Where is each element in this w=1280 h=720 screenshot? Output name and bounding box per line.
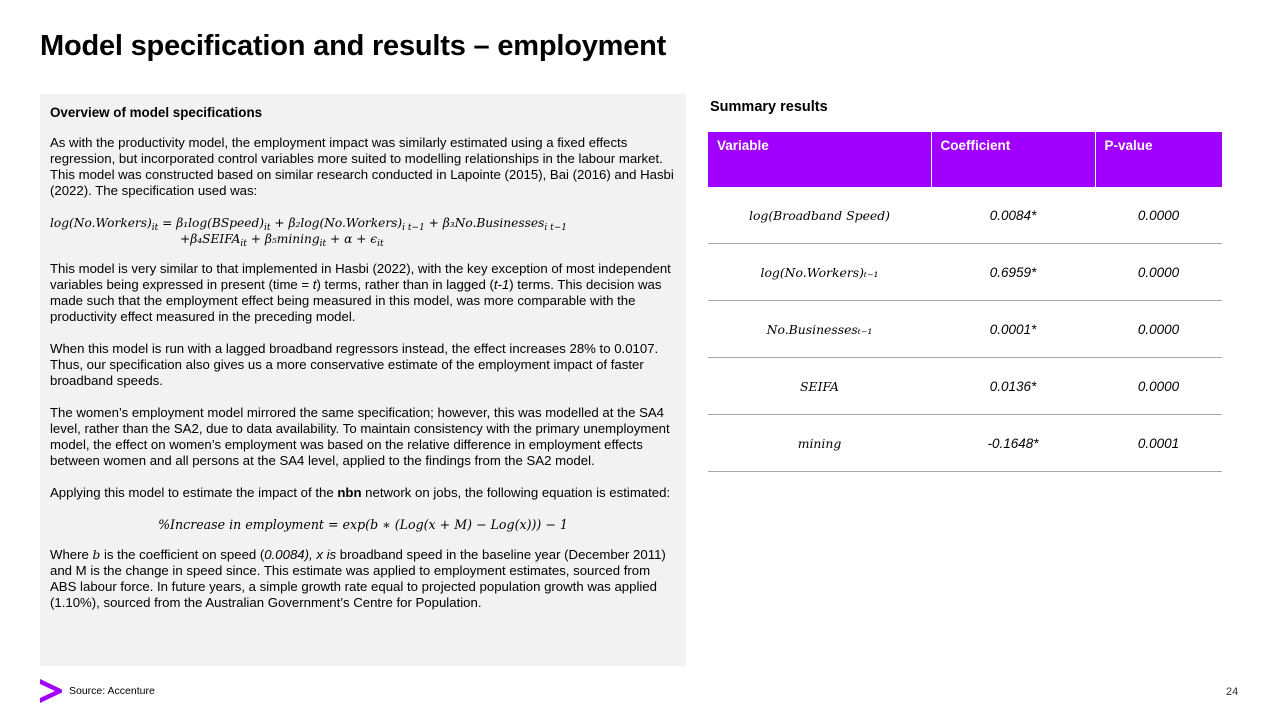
cell-pvalue: 0.0000 (1095, 301, 1222, 358)
page-number: 24 (1226, 686, 1239, 698)
model-equation (50, 215, 676, 247)
overview-panel (40, 94, 686, 666)
summary-table (708, 132, 1222, 472)
header-coefficient: Coefficient (931, 132, 1095, 187)
overview-heading: Overview of model specifications (50, 105, 263, 120)
cell-variable: log(Broadband Speed) (708, 187, 931, 244)
cell-variable: log(No.Workers)ₜ₋₁ (708, 244, 931, 301)
overview-paragraph-4: The women’s employment model mirrored the same specification; however, this was modelled at the SA4 level, rather than the SA2, due to data availability. To maintain consistency with the primary unemployment model, the effect on women’s employment was based on the relative difference in employment effects between women and all persons at the SA4 level, applied to the findings from the SA2 model. (50, 405, 670, 468)
cell-coefficient: 0.6959* (931, 244, 1095, 301)
table-header-row (708, 132, 1222, 187)
table-row (708, 301, 1222, 358)
header-variable: Variable (708, 132, 931, 187)
overview-paragraph-5: Applying this model to estimate the impact of the nbn network on jobs, the following equation is estimated: (50, 485, 671, 500)
cell-coefficient: 0.0136* (931, 358, 1095, 415)
cell-pvalue: 0.0001 (1095, 415, 1222, 472)
summary-title: Summary results (710, 99, 828, 115)
cell-variable: SEIFA (708, 358, 931, 415)
table-row (708, 187, 1222, 244)
accenture-logo-icon (40, 679, 62, 703)
equation-line-2: $+\beta_4SEIFA_{it}$ + β₅mining$_{it}$ + $\alpha + \epsilon_{it}$ (180, 232, 384, 249)
overview-paragraph-6: Where b is the coefficient on speed (0.0084), x is broadband speed in the baseline year (December 2011) and M is the change in speed since. This estimate was applied to employment estimates, sourced from ABS labour force. In future years, a simple growth rate equal to projected population growth was applied (1.10%), sourced from the Australian Government’s Centre for Population. (50, 547, 666, 610)
header-pvalue: P-value (1095, 132, 1222, 187)
source-note: Source: Accenture (69, 685, 155, 697)
cell-coefficient: -0.1648* (931, 415, 1095, 472)
table-row (708, 358, 1222, 415)
cell-pvalue: 0.0000 (1095, 358, 1222, 415)
cell-variable: mining (708, 415, 931, 472)
increase-equation: %Increase in employment = exp(b ∗ (Log(x + M) − Log(x))) − 1 (158, 517, 568, 532)
overview-paragraph-1: As with the productivity model, the employment impact was similarly estimated using a fixed effects regression, but incorporated control variables more suited to modelling relationships in the labour market. This model was constructed based on similar research conducted in Lapointe (2015), Bai (2016) and Hasbi (2022). The specification used was: (50, 135, 674, 198)
cell-coefficient: 0.0084* (931, 187, 1095, 244)
equation-line-1: $\log(No.Workers)_{it}$ = $\beta_1\log(BSpeed)_{it}$ + $\beta_2\log(No.Workers)_{i t-1}$ + β₃No.Businesses$_{i t-1}$ (50, 216, 567, 233)
overview-paragraph-2: This model is very similar to that implemented in Hasbi (2022), with the key exception of most independent variables being expressed in present (time = t) terms, rather than in lagged (t-1) terms. This decision was made such that the employment effect being measured in this model, was more comparable with the productivity effect measured in the preceding model. (50, 261, 671, 324)
table-row (708, 244, 1222, 301)
table-row (708, 415, 1222, 472)
cell-pvalue: 0.0000 (1095, 187, 1222, 244)
cell-pvalue: 0.0000 (1095, 244, 1222, 301)
overview-paragraph-3: When this model is run with a lagged broadband regressors instead, the effect increases 28% to 0.0107. Thus, our specification also gives us a more conservative estimate of the employment impact of faster broadband speeds. (50, 341, 659, 388)
cell-variable: No.Businessesₜ₋₁ (708, 301, 931, 358)
page-title: Model specification and results – employment (40, 30, 667, 62)
cell-coefficient: 0.0001* (931, 301, 1095, 358)
